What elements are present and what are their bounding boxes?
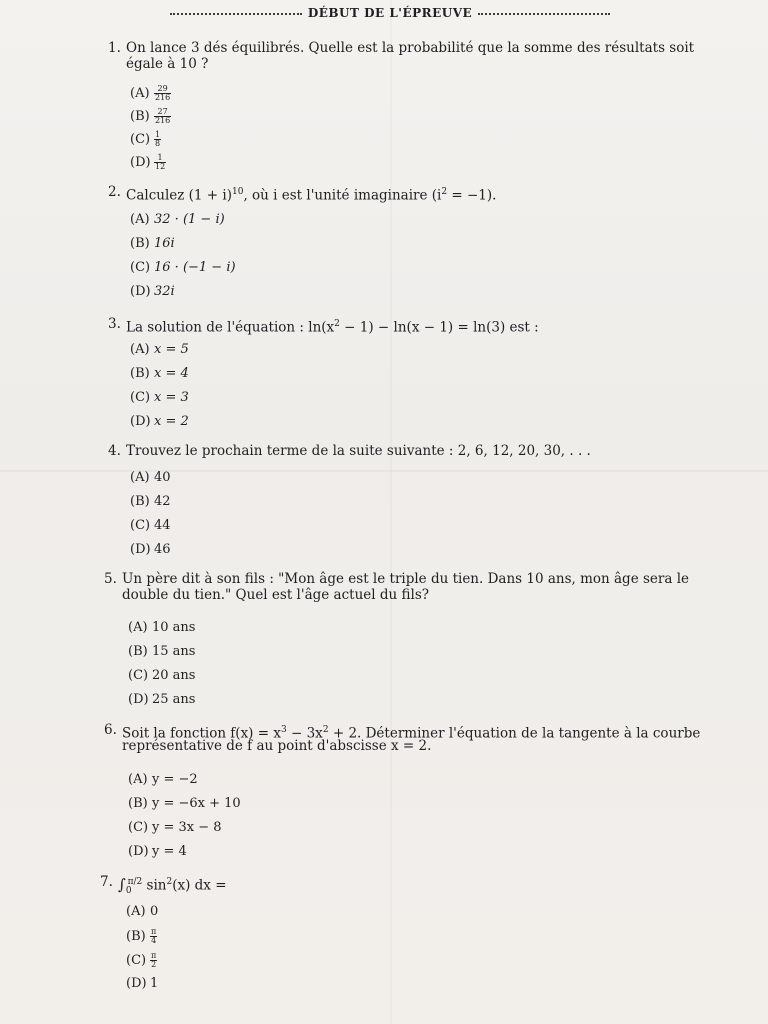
question-6 bbox=[104, 722, 719, 758]
question-number: 1. bbox=[108, 40, 121, 56]
question-text-line2: égale à 10 ? bbox=[126, 56, 209, 72]
question-number: 2. bbox=[108, 184, 121, 200]
dotted-rule bbox=[170, 13, 302, 15]
question-2 bbox=[108, 184, 718, 202]
option-5d[interactable]: (D) 25 ans bbox=[128, 692, 196, 707]
option-3a[interactable]: (A) x = 5 bbox=[130, 342, 189, 357]
dotted-rule bbox=[478, 13, 610, 15]
option-6c[interactable]: (C) y = 3x − 8 bbox=[128, 820, 222, 835]
option-4d[interactable]: (D) 46 bbox=[130, 542, 171, 557]
option-7b[interactable]: (B) $\frac{\pi}{4}$ bbox=[126, 927, 157, 945]
option-5a[interactable]: (A) 10 ans bbox=[128, 620, 196, 635]
fraction: $\frac{\pi}{4}$ bbox=[151, 927, 157, 945]
question-text: Soit la fonction $f(x) = x^3 - 3x^2 + 2$. Déterminer l'équation de la tangente à la courbe bbox=[122, 725, 701, 742]
option-1b[interactable]: (B) $\frac{27}{216}$ bbox=[130, 107, 171, 125]
question-text: Calculez $(1 + i)^{10}$, où i est l'unité imaginaire $(i^2 = -1)$. bbox=[126, 187, 497, 204]
question-text-line2: double du tien." Quel est l'âge actuel du fils? bbox=[122, 587, 429, 603]
option-6d[interactable]: (D) y = 4 bbox=[128, 844, 187, 859]
question-number: 4. bbox=[108, 443, 121, 459]
integral-sign: ∫ bbox=[118, 875, 126, 894]
fraction: $\frac{1}{12}$ bbox=[155, 153, 166, 171]
fraction: $\frac{\pi}{2}$ bbox=[151, 951, 157, 969]
question-7 bbox=[100, 874, 400, 897]
option-3b[interactable]: (B) x = 4 bbox=[130, 366, 189, 381]
question-text-line2: représentative de f au point d'abscisse x = 2. bbox=[122, 738, 432, 754]
option-1c[interactable]: (C) $\frac{1}{8}$ bbox=[130, 130, 161, 148]
option-4c[interactable]: (C) 44 bbox=[130, 518, 171, 533]
option-1d[interactable]: (D) $\frac{1}{12}$ bbox=[130, 153, 166, 171]
exam-header bbox=[170, 2, 610, 24]
option-3d[interactable]: (D) x = 2 bbox=[130, 414, 189, 429]
option-7c[interactable]: (C) $\frac{\pi}{2}$ bbox=[126, 951, 157, 969]
question-number: 3. bbox=[108, 316, 121, 332]
question-number: 6. bbox=[104, 722, 117, 738]
option-5b[interactable]: (B) 15 ans bbox=[128, 644, 196, 659]
option-2d[interactable]: (D) 32i bbox=[130, 284, 175, 299]
option-4a[interactable]: (A) 40 bbox=[130, 470, 171, 485]
question-text: La solution de l'équation : $\ln(x^2 - 1) - \ln(x - 1) = \ln(3)$ est : bbox=[126, 319, 539, 336]
option-4b[interactable]: (B) 42 bbox=[130, 494, 171, 509]
question-3 bbox=[108, 316, 718, 334]
paper-crease bbox=[0, 470, 768, 472]
question-1 bbox=[108, 40, 718, 76]
exam-title: DÉBUT DE L'ÉPREUVE bbox=[307, 6, 473, 20]
option-6a[interactable]: (A) y = −2 bbox=[128, 772, 198, 787]
option-1a[interactable]: (A) $\frac{29}{216}$ bbox=[130, 84, 171, 102]
question-5 bbox=[104, 571, 719, 607]
question-number: 7. bbox=[100, 874, 113, 890]
question-number: 5. bbox=[104, 571, 117, 587]
option-7d[interactable]: (D) 1 bbox=[126, 976, 159, 991]
question-text: Trouvez le prochain terme de la suite suivante : 2, 6, 12, 20, 30, . . . bbox=[126, 443, 591, 459]
option-2b[interactable]: (B) 16i bbox=[130, 236, 175, 251]
option-5c[interactable]: (C) 20 ans bbox=[128, 668, 196, 683]
question-text: Un père dit à son fils : "Mon âge est le triple du tien. Dans 10 ans, mon âge sera le bbox=[122, 571, 689, 587]
fraction: $\frac{1}{8}$ bbox=[155, 130, 161, 148]
paper-crease bbox=[390, 0, 392, 1024]
option-7a[interactable]: (A) 0 bbox=[126, 904, 159, 919]
question-text: $\int_0^{\pi/2}$ $\sin^2(x)$ dx = bbox=[118, 875, 227, 897]
option-6b[interactable]: (B) y = −6x + 10 bbox=[128, 796, 241, 811]
option-2a[interactable]: (A) 32 · (1 − i) bbox=[130, 212, 225, 227]
question-4 bbox=[108, 443, 718, 461]
fraction: $\frac{27}{216}$ bbox=[155, 107, 171, 125]
option-2c[interactable]: (C) 16 · (−1 − i) bbox=[130, 260, 236, 275]
question-text: On lance 3 dés équilibrés. Quelle est la probabilité que la somme des résultats soit bbox=[126, 40, 695, 56]
option-3c[interactable]: (C) x = 3 bbox=[130, 390, 189, 405]
fraction: $\frac{29}{216}$ bbox=[155, 84, 171, 102]
